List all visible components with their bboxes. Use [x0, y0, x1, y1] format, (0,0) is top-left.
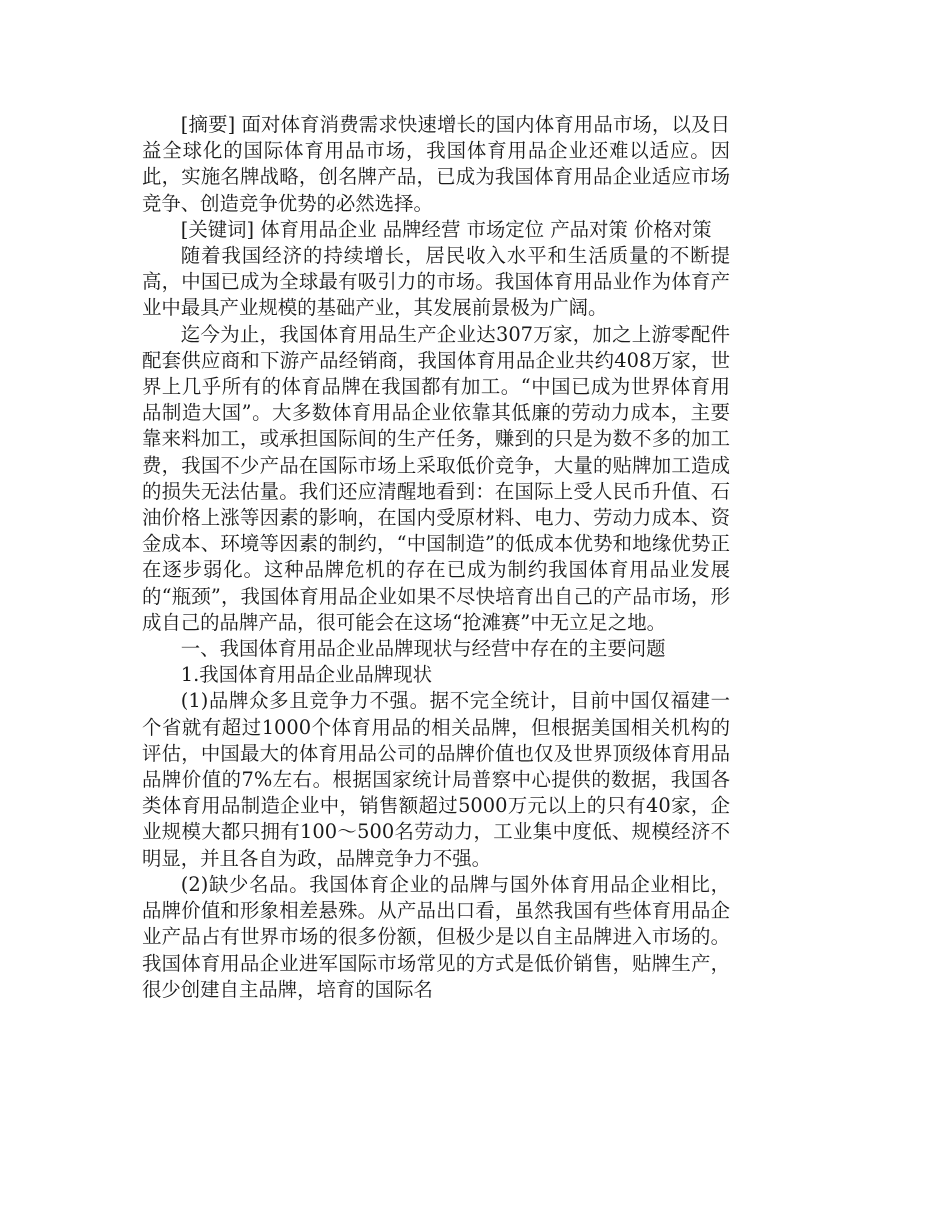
keywords-paragraph: [关键词] 体育用品企业 品牌经营 市场定位 产品对策 价格对策 [180, 217, 712, 241]
document-body [142, 112, 730, 1003]
subsection-heading: 1.我国体育用品企业品牌现状 [180, 663, 432, 687]
body-paragraph: 迄今为止，我国体育用品生产企业达307万家，加之上游零配件配套供应商和下游产品经销商，我国体育用品企业共约408万家，世界上几乎所有的体育品牌在我国都有加工。“中国已成为世界体育用品制造大国”。大多数体育用品企业依靠其低廉的劳动力成本，主要靠来料加工，或承担国际间的生产任务，赚到的只是为数不多的加工费，我国不少产品在国际市场上采取低价竞争，大量的贴牌加工造成的损失无法估量。我们还应清醒地看到：在国际上受人民币升值、石油价格上涨等因素的影响，在国内受原材料、电力、劳动力成本、资金成本、环境等因素的制约，“中国制造”的低成本优势和地缘优势正在逐步弱化。这种品牌危机的存在已成为制约我国体育用品业发展的“瓶颈”，我国体育用品企业如果不尽快培育出自己的产品市场，形成自己的品牌产品，很可能会在这场“抢滩赛”中无立足之地。 [142, 322, 730, 634]
abstract-paragraph: [摘要] 面对体育消费需求快速增长的国内体育用品市场，以及日益全球化的国际体育用品市场，我国体育用品企业还难以适应。因此，实施名牌战略，创名牌产品，已成为我国体育用品企业适应市场竞争、创造竞争优势的必然选择。 [142, 113, 730, 215]
body-paragraph: (2)缺少名品。我国体育企业的品牌与国外体育用品企业相比，品牌价值和形象相差悬殊。从产品出口看，虽然我国有些体育用品企业产品占有世界市场的很多份额，但极少是以自主品牌进入市场的。我国体育用品企业进军国际市场常见的方式是低价销售，贴牌生产，很少创建自主品牌，培育的国际名 [142, 872, 730, 1001]
body-paragraph: 随着我国经济的持续增长，居民收入水平和生活质量的不断提高，中国已成为全球最有吸引力的市场。我国体育用品业作为体育产业中最具产业规模的基础产业，其发展前景极为广阔。 [142, 244, 730, 320]
section-heading: 一、我国体育用品企业品牌现状与经营中存在的主要问题 [180, 637, 666, 661]
body-paragraph: (1)品牌众多且竞争力不强。据不完全统计，目前中国仅福建一个省就有超过1000个体育用品的相关品牌，但根据美国相关机构的评估，中国最大的体育用品公司的品牌价值也仅及世界顶级体育用品品牌价值的7%左右。根据国家统计局普察中心提供的数据，我国各类体育用品制造企业中，销售额超过5000万元以上的只有40家，企业规模大都只拥有100～500名劳动力，工业集中度低、规模经济不明显，并且各自为政，品牌竞争力不强。 [142, 689, 730, 870]
